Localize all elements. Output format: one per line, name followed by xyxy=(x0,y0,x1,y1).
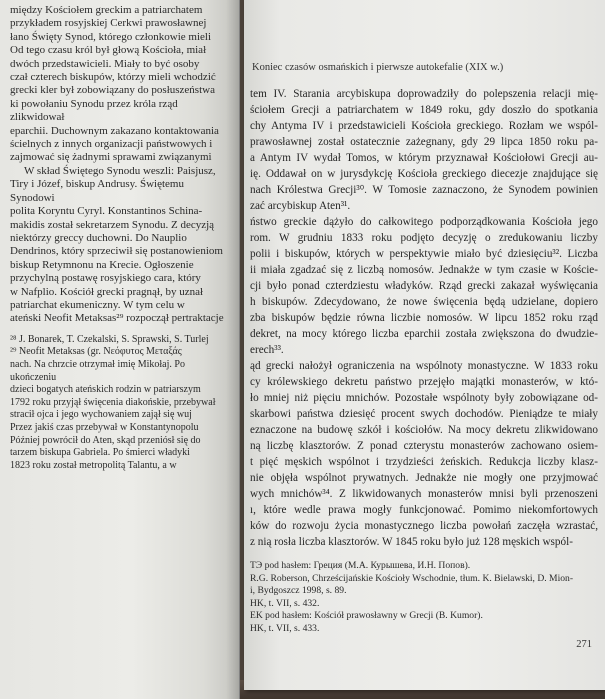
footnote: dzieci bogatych ateńskich rodzin w patriarszym xyxy=(10,384,201,396)
text-line: ństwo greckie dążyło do całkowitego podporządkowania Kościoła jego xyxy=(250,216,598,228)
left-footnotes xyxy=(10,334,229,473)
text-line: w Nafplio. Kościół grecki pragnął, by uznał xyxy=(10,285,204,298)
text-line: dekret, na mocy którego liczba eparchii została zwiększona do dwudzie- xyxy=(250,328,598,340)
text-line: ków do rozwoju życia monastycznego liczba powołań zaczęła wzrastać, xyxy=(250,520,598,532)
text-line: między Kościołem greckim a patriarchatem xyxy=(10,4,203,16)
footnote: nach. Na chrzcie otrzymał imię Mikołaj. Po ukończeniu xyxy=(10,358,185,383)
text-line: makidis został sekretarzem Synodu. Z decyzją xyxy=(10,218,215,231)
text-line: zba biskupów będzie równa liczbie nomosów. W lipcu 1852 roku rząd xyxy=(250,312,598,324)
footnote: R.G. Roberson, Chrześcijańskie Kościoły Wschodnie, tłum. K. Bielawski, D. Mion- xyxy=(250,572,574,584)
text-line: tem IV. Starania arcybiskupa doprowadziły do polepszenia relacji mię- xyxy=(250,88,598,100)
text-line: polii i biskupów, których w perspektywie miało być dziesięciu³². Liczba xyxy=(250,248,598,260)
text-line: czał czterech biskupów, którzy mieli wchodzić xyxy=(10,71,216,84)
text-line: Dendrinos, który sprzeciwił się postanowieniom xyxy=(10,245,223,258)
text-line: eparchii. Duchownym zakazano kontaktowania xyxy=(10,124,219,137)
text-line: niektórzy greccy duchowni. Do Nauplio xyxy=(10,231,187,244)
text-line: przykładem rosyjskiej Cerkwi prawosławnej xyxy=(10,17,207,30)
text-line: ı, które wedle prawa mogły funkcjonować. Pomimo niekomfortowych xyxy=(250,504,598,516)
footnote: HK, t. VII, s. 433. xyxy=(250,622,320,634)
text-line: łano Święty Synod, którego członkowie mieli xyxy=(10,30,212,43)
text-line: wych mnichów³⁴. Z likwidowanych monasterów mnisi byli przenoszeni xyxy=(250,488,598,500)
footnote: ТЭ pod hasłem: Греция (М.А. Курышева, И.Н. Попов). xyxy=(250,560,471,571)
text-line: t pięć męskich wspólnot i trzydzieści żeńskich. Redukcja liczby klasz- xyxy=(250,456,598,468)
text-line: ii miała zgadzać się z liczbą nomosów. Jednakże w tym czasie w Koście- xyxy=(250,264,598,276)
text-line: przychylną postawę rosyjskiego cara, który xyxy=(10,272,201,285)
text-line: erech³³. xyxy=(250,344,284,356)
text-line: z nią rosła liczba klasztorów. W 1845 roku było już 128 męskich wspól- xyxy=(250,536,573,548)
text-line: nie objęła wspólnot prywatnych. Jednakże nie mogły one przyjmować xyxy=(250,472,598,484)
text-line: cy królewskiego dekretu państwo przejęło majątki monasterów, w któ- xyxy=(250,376,598,388)
text-line: prawosławnej został ostatecznie zażegnany, gdy 29 lipca 1850 roku pa- xyxy=(250,136,598,148)
text-line: ateński Neofit Metaksas²⁹ rozpoczął pertraktacje xyxy=(10,312,224,325)
text-line: chy Antyma IV i przedstawicieli Kościoła greckiego. Rozłam we wspól- xyxy=(250,120,598,132)
footnote: i, Bydgoszcz 1998, s. 89. xyxy=(250,585,347,596)
text-line: ąd grecki nałożył ograniczenia na wspólnoty monastyczne. W 1833 roku xyxy=(250,360,598,372)
text-line: cji było ponad czterdziestu władyków. Rząd grecki zakazał wyświęcania xyxy=(250,280,598,292)
body-text xyxy=(250,86,598,550)
text-line: Tiry i Józef, biskup Andrusy. Świętemu Synodowi xyxy=(10,178,184,204)
text-line: patriarchat ekumeniczny. W tym celu w xyxy=(10,298,185,311)
text-line: eznaczone na budowę szkół i kościołów. Na mocy dekretu zlikwidowano xyxy=(250,424,598,436)
footnote: 1792 roku przyjął święcenia diakońskie, przebywał xyxy=(10,396,216,408)
text-line: ło mniej niż pięciu mnichów. Pozostałe wspólnoty były zobowiązane od- xyxy=(250,392,598,404)
text-line: ścielnych z innych organizacji państwowych i xyxy=(10,138,213,151)
footnotes xyxy=(250,560,598,650)
left-body-text xyxy=(10,4,229,326)
right-page xyxy=(244,0,605,690)
footnote: 1823 roku został metropolitą Talantu, a w xyxy=(10,459,177,471)
text-line: ki powołaniu Synodu przez króla rząd zlikwidował xyxy=(10,97,178,124)
footnote: ²⁸ J. Bonarek, T. Czekalski, S. Sprawski, S. Turlej xyxy=(10,333,209,345)
text-line: a Antym IV wydał Tomos, w którym przyznawał Kościołowi Grecji au- xyxy=(250,152,598,164)
left-page xyxy=(0,0,240,699)
text-line: skarbowi państwa dziesięć procent swych dochodów. Pieniądze te miały xyxy=(250,408,598,420)
text-line: dwóch przedstawicieli. Miały to być osoby xyxy=(10,57,200,70)
footnote: Przez jakiś czas przebywał w Konstantynopolu xyxy=(10,421,199,433)
text-line: ną liczbę klasztorów. Z ponad czterystu monasterów zachowano osiem- xyxy=(250,440,598,452)
text-line: grecki kler był zobowiązany do posłuszeństwa xyxy=(10,84,215,97)
page-number: 271 xyxy=(576,639,592,650)
text-line: ściołem Grecji a patriarchatem w 1849 roku, gdy doszło do spotkania xyxy=(250,104,598,116)
text-line: rom. W grudniu 1833 roku podjęto decyzję o zredukowaniu liczby xyxy=(250,232,598,244)
text-line: h biskupów. Zdecydowano, że nowe święcenia będą udzielane, dopiero xyxy=(250,296,598,308)
text-line: Od tego czasu król był głową Kościoła, miał xyxy=(10,44,207,57)
footnote: tarzem biskupa Gabriela. Po śmierci władyki xyxy=(10,447,190,459)
text-line: ię. Oddawał on w jurysdykcję Kościoła greckiego diecezje znajdujące się xyxy=(250,168,598,180)
text-line: biskup Retymnonu na Krecie. Ogłoszenie xyxy=(10,258,194,271)
running-head: Koniec czasów osmańskich i pierwsze autokefalie (XIX w.) xyxy=(252,62,504,73)
footnote: EK pod hasłem: Kościół prawosławny w Grecji (B. Kumor). xyxy=(250,610,483,621)
text-line: nach Królestwa Grecji³⁰. W Tomosie zaznaczono, że Synodem powinien xyxy=(250,184,598,196)
text-line: W skład Świętego Synodu weszli: Paisjusz, xyxy=(24,164,216,177)
footnote: stracił ojca i jego wychowaniem zajął się wuj xyxy=(10,409,192,421)
text-line: zać arcybiskup Aten³¹. xyxy=(250,200,351,212)
text-line: polita Koryntu Cyryl. Konstantinos Schina- xyxy=(10,205,203,218)
footnote: ²⁹ Neofit Metaksas (gr. Νεόφυτος Μεταξάς xyxy=(10,346,182,358)
footnote: Później powrócił do Aten, skąd przeniósł się do xyxy=(10,434,201,446)
text-line: zajmować się żadnymi sprawami związanymi xyxy=(10,151,212,164)
footnote: HK, t. VII, s. 432. xyxy=(250,597,320,609)
